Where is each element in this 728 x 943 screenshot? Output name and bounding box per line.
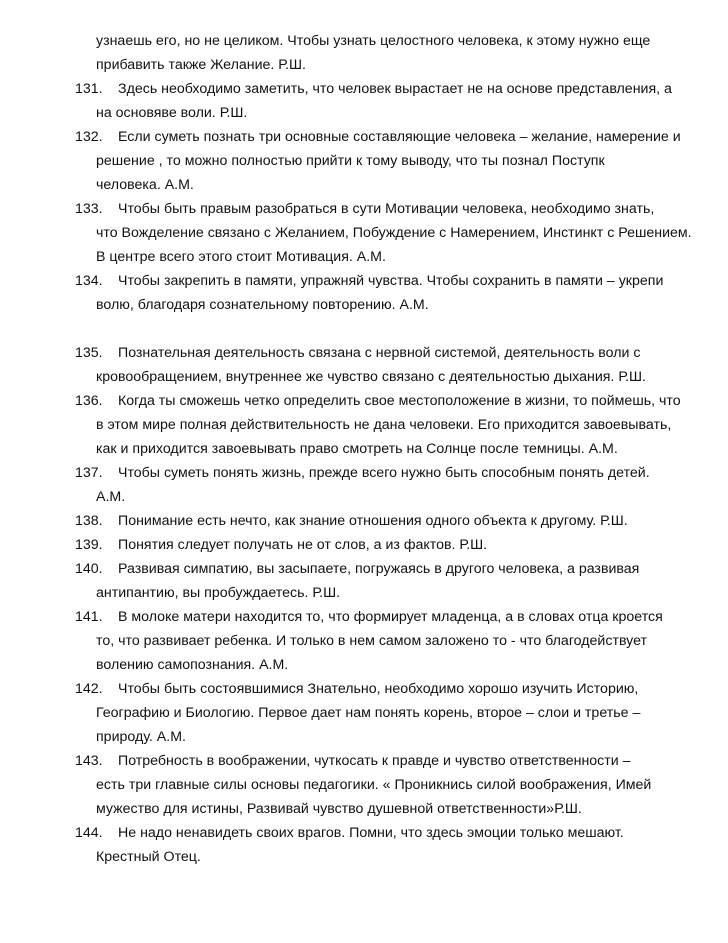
item-number: 132. — [75, 129, 103, 145]
item-number: 137. — [75, 465, 103, 481]
item-number: 144. — [75, 825, 103, 841]
item-number: 141. — [75, 609, 103, 625]
item-number: 142. — [75, 681, 103, 697]
item-number: 138. — [75, 513, 103, 529]
item-number: 133. — [75, 201, 103, 217]
item-number: 134. — [75, 273, 103, 289]
item-number: 143. — [75, 753, 103, 769]
item-number: 135. — [75, 345, 103, 361]
item-number: 139. — [75, 537, 103, 553]
item-number: 131. — [75, 81, 103, 97]
document-page: узнаешь его, но не целиком. Чтобы узнать целостного человека, к этому нужно еще прибавить также Желание. Р.Ш. 131. Здесь необходимо заметить, что человек вырастает не на основе представления, а на основяве воли. Р.Ш. 132. Если суметь познать три основные составляющие человека – желание, намерение и решение , то можно полностью прийти к тому выводу, что ты познал Поступк человека. А.М. 133. Чтобы быть правым разобраться в сути Мотивации человека, необходимо знать, что Вожделение связано с Желанием, Побуждение с Намерением, Инстинкт с Решением. В центре всего этого стоит Мотивация. А.М. 134. Чтобы закрепить в памяти, упражняй чувства. Чтобы сохранить в памяти – укрепи волю, благодаря сознательному повторению. А.М. 135. Познательная деятельность связана с нервной системой, деятельность воли с кровообращением, внутреннее же чувство связано с деятельностью дыхания. Р.Ш. 136. Когда ты сможешь четко определить свое местоположение в жизни, то поймешь, что в этом мире полная действительность не дана человеки. Его приходится завоевывать, как и приходится завоевывать право смотреть на Солнце после темницы. А.М. 137. Чтобы суметь понять жизнь, прежде всего нужно быть способным понять детей. А.М. 138. Понимание есть нечто, как знание отношения одного объекта к другому. Р.Ш. 139. Понятия следует получать не от слов, а из фактов. Р.Ш. 140. Развивая симпатию, вы засыпаете, погружаясь в другого человека, а развивая антипантию, вы пробуждаетесь. Р.Ш. 141. В молоке матери находится то, что формирует младенца, а в словах отца кроется то, что развивает ребенка. И только в нем самом заложено то - что благодействует волению самопознания. А.М. 142. Чтобы быть состоявшимися Знательно, необходимо хорошо изучить Историю, Географию и Биологию. Первое дает нам понять корень, второе – слои и третье – природу. А.М. 143. Потребность в воображении, чуткосать к правде и чувство ответственности – есть три главные силы основы педагогики. « Проникнись силой воображения, Имей мужество для истины, Развивай чувство душевной ответственности»Р.Ш. 144. Не надо ненавидеть своих врагов. Помни, что здесь эмоции только мешают. Крестный Отец. — [75, 33, 692, 865]
item-number: 136. — [75, 393, 103, 409]
item-number: 140. — [75, 561, 103, 577]
